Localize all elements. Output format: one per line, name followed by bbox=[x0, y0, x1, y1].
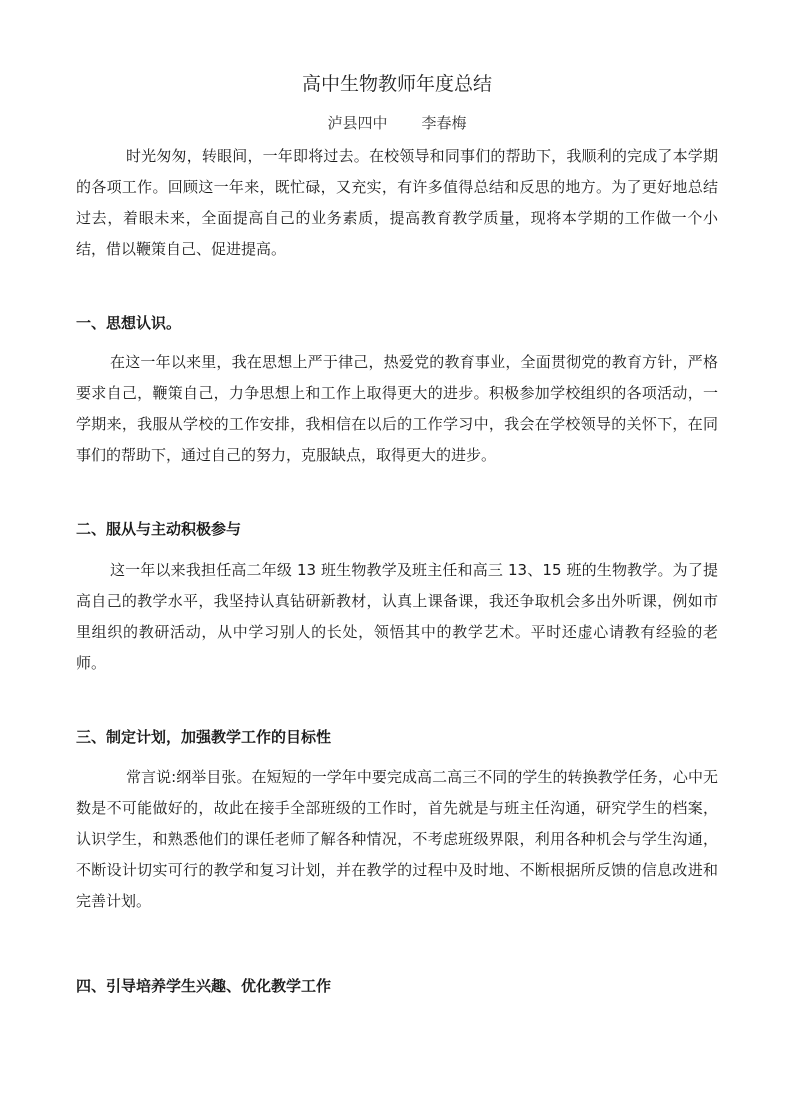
byline-author: 李春梅 bbox=[421, 114, 467, 132]
section-heading-4: 四、引导培养学生兴趣、优化教学工作 bbox=[76, 977, 332, 995]
intro-paragraph: 时光匆匆，转眼间，一年即将过去。在校领导和同事们的帮助下，我顺利的完成了本学期的各项工作。回顾这一年来，既忙碌，又充实，有许多值得总结和反思的地方。为了更好地总结过去，着眼未来，全面提高自己的业务素质，提高教育教学质量，现将本学期的工作做一个小结，借以鞭策自己、促进提高。 bbox=[76, 147, 718, 258]
section-body-2: 这一年以来我担任高二年级 13 班生物教学及班主任和高三 13、15 班的生物教学。为了提高自己的教学水平，我坚持认真钻研新教材，认真上课备课，我还争取机会多出外听课，例如市里组织的教研活动，从中学习别人的长处，领悟其中的教学艺术。平时还虚心请教有经验的老师。 bbox=[76, 561, 718, 672]
section-heading-3: 三、制定计划，加强教学工作的目标性 bbox=[76, 728, 332, 746]
section-heading-2: 二、服从与主动积极参与 bbox=[76, 520, 242, 538]
section-body-3: 常言说:纲举目张。在短短的一学年中要完成高二高三不同的学生的转换教学任务，心中无数是不可能做好的，故此在接手全部班级的工作时，首先就是与班主任沟通，研究学生的档案，认识学生，和熟悉他们的课任老师了解各种情况，不考虑班级界限，利用各种机会与学生沟通，不断设计切实可行的教学和复习计划，并在教学的过程中及时地、不断根据所反馈的信息改进和完善计划。 bbox=[76, 768, 718, 910]
section-body-1: 在这一年以来里，我在思想上严于律己，热爱党的教育事业，全面贯彻党的教育方针，严格要求自己，鞭策自己，力争思想上和工作上取得更大的进步。积极参加学校组织的各项活动，一学期来，我服从学校的工作安排，我相信在以后的工作学习中，我会在学校领导的关怀下，在同事们的帮助下，通过自己的努力，克服缺点，取得更大的进步。 bbox=[76, 353, 718, 464]
section-heading-1: 一、思想认识。 bbox=[76, 314, 182, 332]
byline bbox=[0, 113, 794, 133]
document-title: 高中生物教师年度总结 bbox=[301, 73, 492, 95]
byline-school: 泸县四中 bbox=[327, 114, 388, 132]
